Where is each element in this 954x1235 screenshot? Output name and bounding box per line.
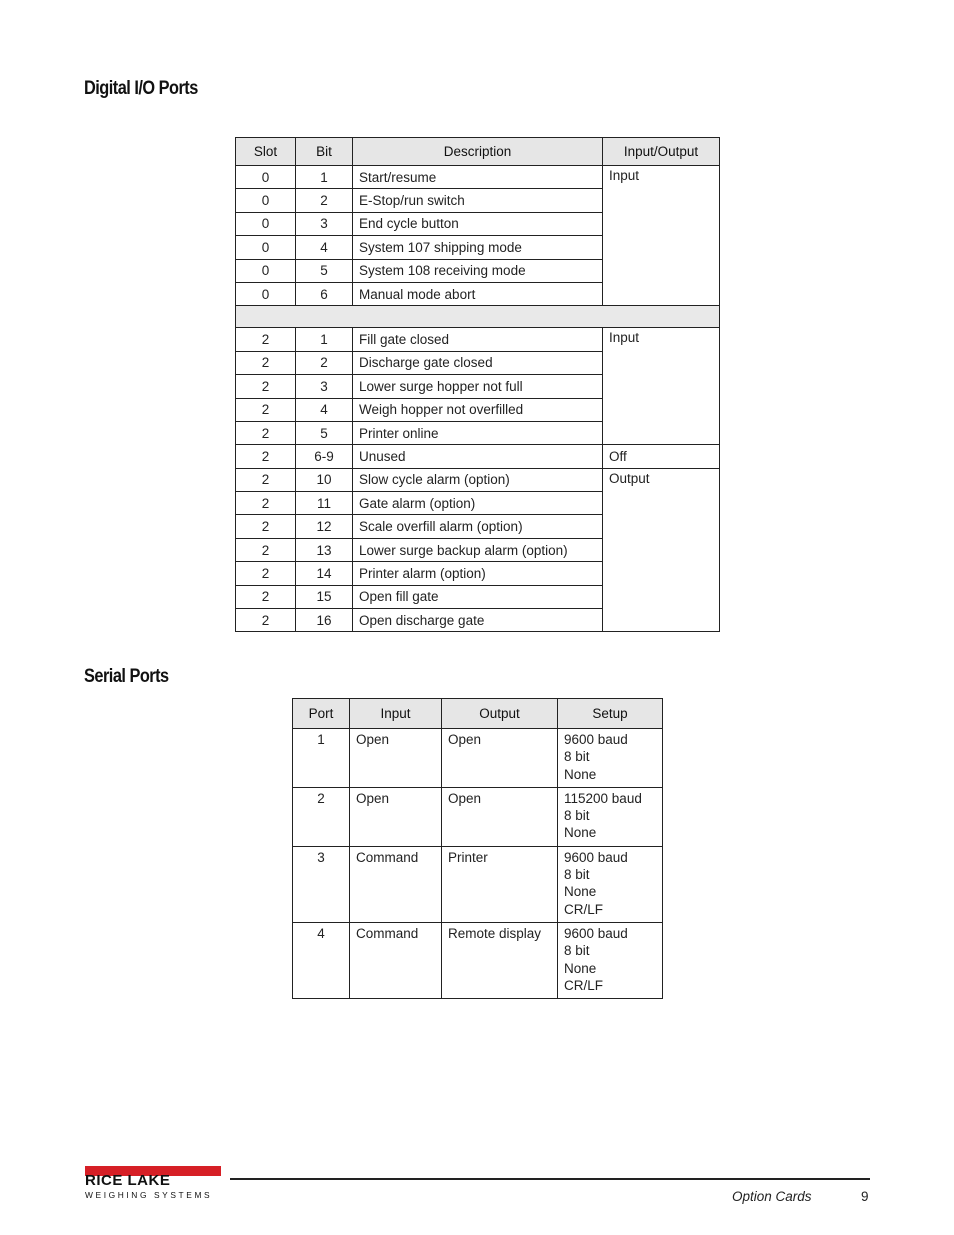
setup-baud: 115200 baud	[564, 790, 642, 806]
description-cell: System 108 receiving mode	[353, 259, 603, 282]
description-cell: E-Stop/run switch	[353, 189, 603, 212]
setup-cell	[558, 922, 663, 998]
slot-cell: 2	[236, 538, 296, 561]
setup-line-ending: CR/LF	[564, 901, 604, 917]
slot-cell: 0	[236, 212, 296, 235]
slot-cell: 0	[236, 189, 296, 212]
output-cell: Printer	[442, 846, 558, 922]
description-cell: Start/resume	[353, 166, 603, 189]
description-cell: Open discharge gate	[353, 609, 603, 632]
column-header-output: Output	[442, 699, 558, 729]
rice-lake-logo	[85, 1166, 221, 1200]
slot-cell: 2	[236, 468, 296, 491]
description-cell: Scale overfill alarm (option)	[353, 515, 603, 538]
bit-cell: 3	[296, 375, 353, 398]
setup-parity: None	[564, 884, 597, 900]
output-cell: Open	[442, 729, 558, 788]
slot-cell: 2	[236, 492, 296, 515]
setup-data-bits: 8 bit	[564, 808, 590, 824]
bit-cell: 14	[296, 562, 353, 585]
bit-cell: 11	[296, 492, 353, 515]
description-cell: Printer alarm (option)	[353, 562, 603, 585]
serial-ports-table	[292, 698, 663, 999]
bit-cell: 10	[296, 468, 353, 491]
table-header-row	[293, 699, 663, 729]
setup-cell	[558, 729, 663, 788]
setup-cell	[558, 787, 663, 846]
output-cell: Remote display	[442, 922, 558, 998]
table-separator-row	[236, 306, 720, 328]
table-row	[293, 787, 663, 846]
column-header-input-output: Input/Output	[603, 138, 720, 166]
port-cell: 2	[293, 787, 350, 846]
bit-cell: 1	[296, 328, 353, 351]
input-cell: Open	[350, 729, 442, 788]
table-row	[293, 922, 663, 998]
description-cell: End cycle button	[353, 212, 603, 235]
description-cell: Fill gate closed	[353, 328, 603, 351]
slot-cell: 2	[236, 375, 296, 398]
column-header-port: Port	[293, 699, 350, 729]
column-header-setup: Setup	[558, 699, 663, 729]
bit-cell: 6	[296, 282, 353, 305]
io-type-cell: Off	[603, 445, 720, 468]
description-cell: Open fill gate	[353, 585, 603, 608]
column-header-input: Input	[350, 699, 442, 729]
logo-tagline: WEIGHING SYSTEMS	[85, 1190, 213, 1200]
io-type-cell: Output	[603, 468, 720, 632]
setup-baud: 9600 baud	[564, 849, 628, 865]
bit-cell: 15	[296, 585, 353, 608]
bit-cell: 13	[296, 538, 353, 561]
slot-cell: 2	[236, 421, 296, 444]
bit-cell: 1	[296, 166, 353, 189]
port-cell: 1	[293, 729, 350, 788]
setup-data-bits: 8 bit	[564, 749, 590, 765]
description-cell: Weigh hopper not overfilled	[353, 398, 603, 421]
slot-cell: 0	[236, 259, 296, 282]
bit-cell: 16	[296, 609, 353, 632]
separator-cell	[236, 306, 720, 328]
slot-cell: 2	[236, 585, 296, 608]
setup-parity: None	[564, 960, 597, 976]
setup-parity: None	[564, 766, 597, 782]
table-row	[236, 468, 720, 491]
setup-parity: None	[564, 825, 597, 841]
table-row	[293, 729, 663, 788]
description-cell: System 107 shipping mode	[353, 236, 603, 259]
slot-cell: 0	[236, 166, 296, 189]
table-row	[236, 166, 720, 189]
input-cell: Command	[350, 922, 442, 998]
bit-cell: 5	[296, 259, 353, 282]
slot-cell: 2	[236, 328, 296, 351]
io-type-cell: Input	[603, 166, 720, 306]
slot-cell: 0	[236, 282, 296, 305]
setup-data-bits: 8 bit	[564, 867, 590, 883]
bit-cell: 4	[296, 236, 353, 259]
column-header-slot: Slot	[236, 138, 296, 166]
io-type-cell: Input	[603, 328, 720, 445]
column-header-bit: Bit	[296, 138, 353, 166]
description-cell: Manual mode abort	[353, 282, 603, 305]
port-cell: 4	[293, 922, 350, 998]
slot-cell: 2	[236, 515, 296, 538]
bit-cell: 12	[296, 515, 353, 538]
bit-cell: 5	[296, 421, 353, 444]
bit-cell: 6-9	[296, 445, 353, 468]
bit-cell: 2	[296, 189, 353, 212]
description-cell: Discharge gate closed	[353, 351, 603, 374]
slot-cell: 2	[236, 351, 296, 374]
slot-cell: 2	[236, 398, 296, 421]
setup-baud: 9600 baud	[564, 925, 628, 941]
description-cell: Unused	[353, 445, 603, 468]
bit-cell: 2	[296, 351, 353, 374]
description-cell: Lower surge backup alarm (option)	[353, 538, 603, 561]
footer-section-name: Option Cards	[732, 1189, 812, 1204]
table-row	[236, 445, 720, 468]
digital-io-heading: Digital I/O Ports	[84, 78, 198, 99]
serial-ports-heading: Serial Ports	[84, 666, 169, 687]
slot-cell: 2	[236, 562, 296, 585]
description-cell: Lower surge hopper not full	[353, 375, 603, 398]
slot-cell: 2	[236, 609, 296, 632]
setup-cell	[558, 846, 663, 922]
input-cell: Command	[350, 846, 442, 922]
description-cell: Printer online	[353, 421, 603, 444]
description-cell: Slow cycle alarm (option)	[353, 468, 603, 491]
slot-cell: 0	[236, 236, 296, 259]
column-header-description: Description	[353, 138, 603, 166]
table-header-row	[236, 138, 720, 166]
bit-cell: 4	[296, 398, 353, 421]
slot-cell: 2	[236, 445, 296, 468]
logo-wordmark: RICE LAKE	[85, 1172, 171, 1189]
setup-line-ending: CR/LF	[564, 977, 604, 993]
output-cell: Open	[442, 787, 558, 846]
bit-cell: 3	[296, 212, 353, 235]
description-cell: Gate alarm (option)	[353, 492, 603, 515]
table-row	[236, 328, 720, 351]
port-cell: 3	[293, 846, 350, 922]
footer-divider	[230, 1178, 870, 1180]
setup-data-bits: 8 bit	[564, 943, 590, 959]
footer-page-number: 9	[861, 1189, 869, 1204]
digital-io-table	[235, 137, 720, 632]
table-row	[293, 846, 663, 922]
setup-baud: 9600 baud	[564, 732, 628, 747]
input-cell: Open	[350, 787, 442, 846]
